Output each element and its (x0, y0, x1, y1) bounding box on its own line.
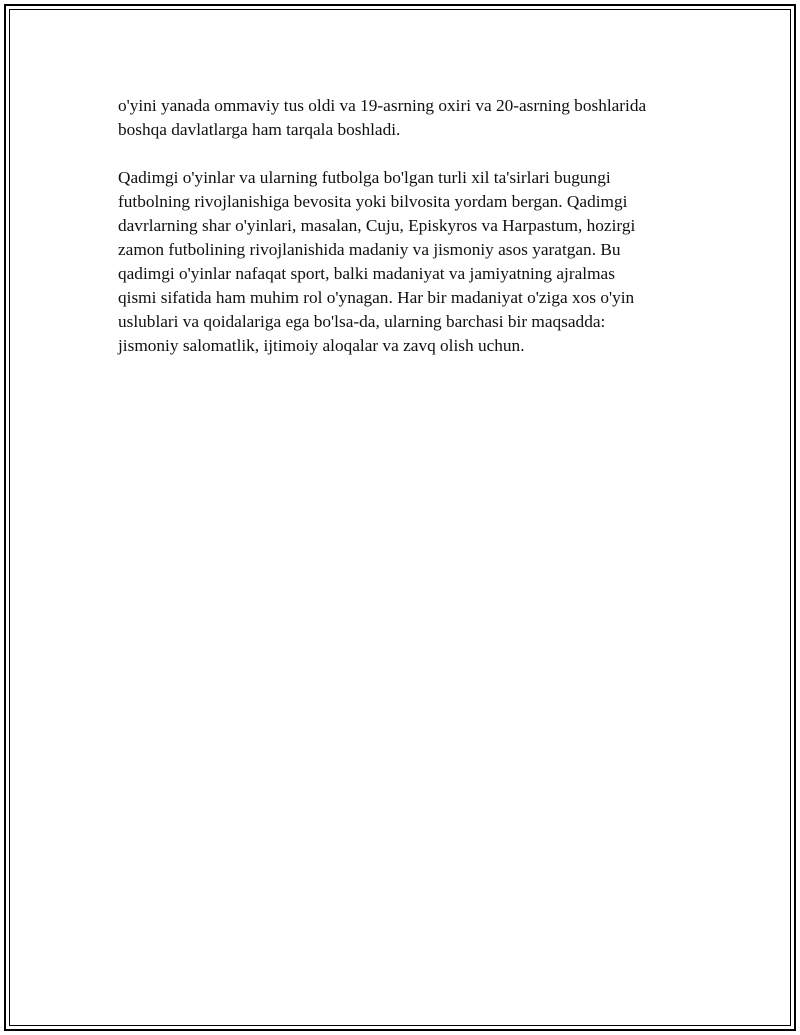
text-line: qismi sifatida ham muhim rol o'ynagan. Har bir madaniyat o'ziga xos o'yin (118, 288, 635, 307)
text-line: uslublari va qoidalariga ega bo'lsa-da, ularning barchasi bir maqsadda: (118, 312, 606, 331)
text-line: qadimgi o'yinlar nafaqat sport, balki madaniyat va jamiyatning ajralmas (118, 264, 615, 283)
text-line: o'yini yanada ommaviy tus oldi va 19-asrning oxiri va 20-asrning boshlarida (118, 96, 647, 115)
text-line: Qadimgi o'yinlar va ularning futbolga bo'lgan turli xil ta'sirlari bugungi (118, 168, 611, 187)
paragraph-2 (118, 166, 698, 358)
text-line: futbolning rivojlanishiga bevosita yoki bilvosita yordam bergan. Qadimgi (118, 192, 628, 211)
text-line: davrlarning shar o'yinlari, masalan, Cuju, Episkyros va Harpastum, hozirgi (118, 216, 636, 235)
paragraph-1 (118, 94, 698, 142)
text-line: jismoniy salomatlik, ijtimoiy aloqalar va zavq olish uchun. (118, 336, 525, 355)
text-line: zamon futbolining rivojlanishida madaniy va jismoniy asos yaratgan. Bu (118, 240, 621, 259)
document-body (118, 94, 698, 358)
text-line: boshqa davlatlarga ham tarqala boshladi. (118, 120, 401, 139)
